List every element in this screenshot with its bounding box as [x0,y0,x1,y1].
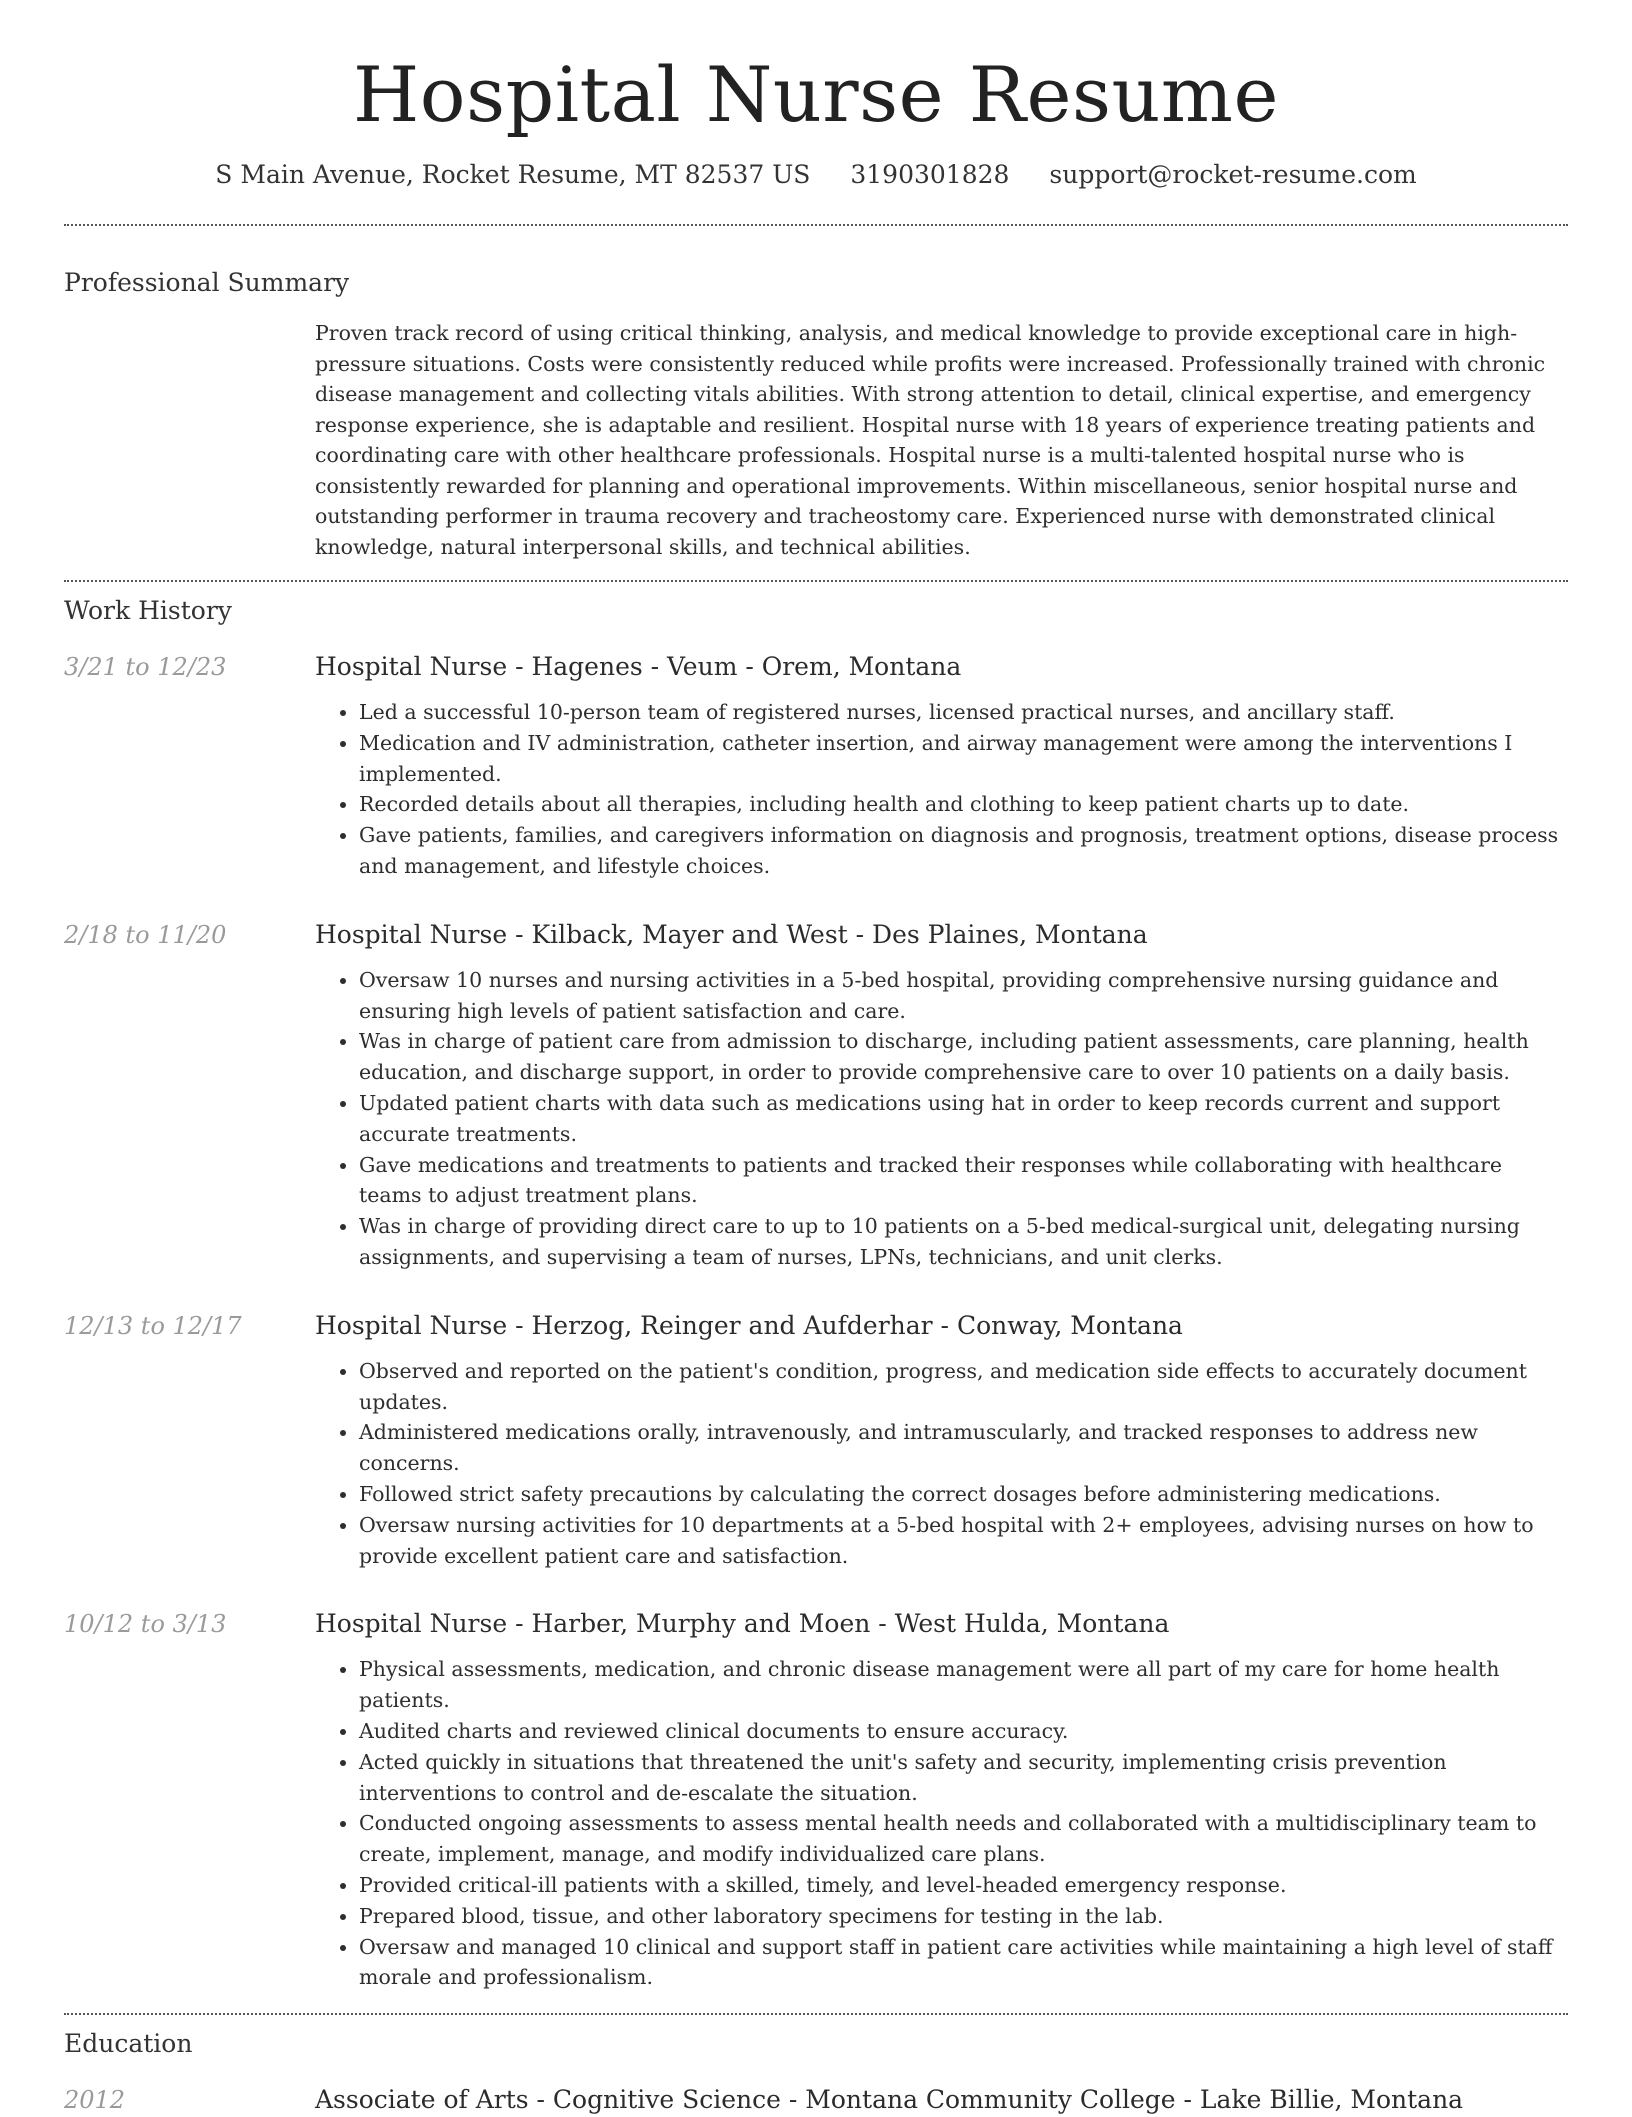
job-body [315,1607,1568,1993]
job-heading: Hospital Nurse - Herzog, Reinger and Aufderhar - Conway, Montana [315,1310,1183,1340]
contact-phone: 3190301828 [850,160,1010,189]
job-bullets [315,1654,1568,1993]
resume-title: Hospital Nurse Resume [353,50,1279,139]
work-history-section-title: Work History [64,596,232,625]
education-section-title: Education [64,2029,193,2059]
section-divider [64,2013,1568,2015]
job-bullet: • Audited charts and reviewed clinical documents to ensure accuracy. [359,1716,1568,1747]
job-entry [64,918,1568,1273]
summary-text: Proven track record of using critical thinking, analysis, and medical knowledge to provide exceptional care in high-pressure situations. Costs were consistently reduced while profits were increased. Professionally trained with chronic disease management and collecting vitals abilities. With strong attention to detail, clinical expertise, and emergency response experience, she is adaptable and resilient. Hospital nurse with 18 years of experience treating patients and coordinating care with other healthcare professionals. Hospital nurse is a multi-talented hospital nurse who is consistently rewarded for planning and operational improvements. Within miscellaneous, senior hospital nurse and outstanding performer in trauma recovery and tracheostomy care. Experienced nurse with demonstrated clinical knowledge, natural interpersonal skills, and technical abilities. [315,321,1546,559]
education-heading: Associate of Arts - Cognitive Science - Montana Community College - Lake Billie, Montana [315,2085,1464,2115]
job-heading: Hospital Nurse - Harber, Murphy and Moen - West Hulda, Montana [315,1609,1170,1639]
summary-section-title: Professional Summary [64,268,350,297]
job-dates: 3/21 to 12/23 [64,653,227,681]
job-bullet: • Recorded details about all therapies, including health and clothing to keep patient charts up to date. [359,789,1568,820]
job-bullet: • Provided critical-ill patients with a skilled, timely, and level-headed emergency response. [359,1870,1568,1901]
job-bullets [315,1356,1568,1572]
job-bullets [315,697,1568,882]
job-entry [64,1607,1568,1993]
section-divider [64,224,1568,226]
job-bullet: • Observed and reported on the patient's condition, progress, and medication side effects to accurately document updates. [359,1356,1568,1418]
job-dates: 2/18 to 11/20 [64,920,227,949]
job-entry [64,1309,1568,1572]
section-divider [64,580,1568,582]
job-dates: 10/12 to 3/13 [64,1610,227,1639]
job-bullet: • Acted quickly in situations that threatened the unit's safety and security, implementing crisis prevention interventions to control and de-escalate the situation. [359,1747,1568,1809]
job-body [315,918,1568,1273]
job-bullet: • Conducted ongoing assessments to assess mental health needs and collaborated with a multidisciplinary team to create, implement, manage, and modify individualized care plans. [359,1808,1568,1870]
job-heading: Hospital Nurse - Kilback, Mayer and West - Des Plaines, Montana [315,919,1148,949]
job-bullet: • Was in charge of providing direct care to up to 10 patients on a 5-bed medical-surgical unit, delegating nursing assignments, and supervising a team of nurses, LPNs, technicians, and unit clerks. [359,1211,1568,1273]
job-bullets [315,965,1568,1273]
job-entry [64,650,1568,882]
job-body [315,1309,1568,1572]
contact-email: support@rocket-resume.com [1049,160,1417,189]
contact-address: S Main Avenue, Rocket Resume, MT 82537 US [215,160,811,189]
job-bullet: • Gave medications and treatments to patients and tracked their responses while collaborating with healthcare teams to adjust treatment plans. [359,1150,1568,1212]
job-bullet: • Gave patients, families, and caregivers information on diagnosis and prognosis, treatment options, disease process and management, and lifestyle choices. [359,820,1568,882]
job-bullet: • Administered medications orally, intravenously, and intramuscularly, and tracked responses to address new concerns. [359,1417,1568,1479]
job-bullet: • Medication and IV administration, catheter insertion, and airway management were among the interventions I implemented. [359,728,1568,790]
education-dates: 2012 [64,2086,126,2115]
job-bullet: • Prepared blood, tissue, and other laboratory specimens for testing in the lab. [359,1901,1568,1932]
job-bullet: • Updated patient charts with data such as medications using hat in order to keep records current and support accurate treatments. [359,1088,1568,1150]
job-bullet: • Physical assessments, medication, and chronic disease management were all part of my care for home health patients. [359,1654,1568,1716]
contact-line [64,158,1568,192]
job-bullet: • Oversaw 10 nurses and nursing activities in a 5-bed hospital, providing comprehensive nursing guidance and ensuring high levels of patient satisfaction and care. [359,965,1568,1027]
job-body [315,650,1568,882]
job-dates: 12/13 to 12/17 [64,1311,242,1340]
job-bullet: • Was in charge of patient care from admission to discharge, including patient assessments, care planning, health education, and discharge support, in order to provide comprehensive care to over 10 patients on a daily basis. [359,1026,1568,1088]
job-heading: Hospital Nurse - Hagenes - Veum - Orem, Montana [315,652,962,681]
resume-page [64,0,1568,2117]
job-bullet: • Led a successful 10-person team of registered nurses, licensed practical nurses, and ancillary staff. [359,697,1568,728]
job-bullet: • Followed strict safety precautions by calculating the correct dosages before administering medications. [359,1479,1568,1510]
job-bullet: • Oversaw nursing activities for 10 departments at a 5-bed hospital with 2+ employees, advising nurses on how to provide excellent patient care and satisfaction. [359,1510,1568,1572]
job-bullet: • Oversaw and managed 10 clinical and support staff in patient care activities while maintaining a high level of staff morale and professionalism. [359,1932,1568,1994]
